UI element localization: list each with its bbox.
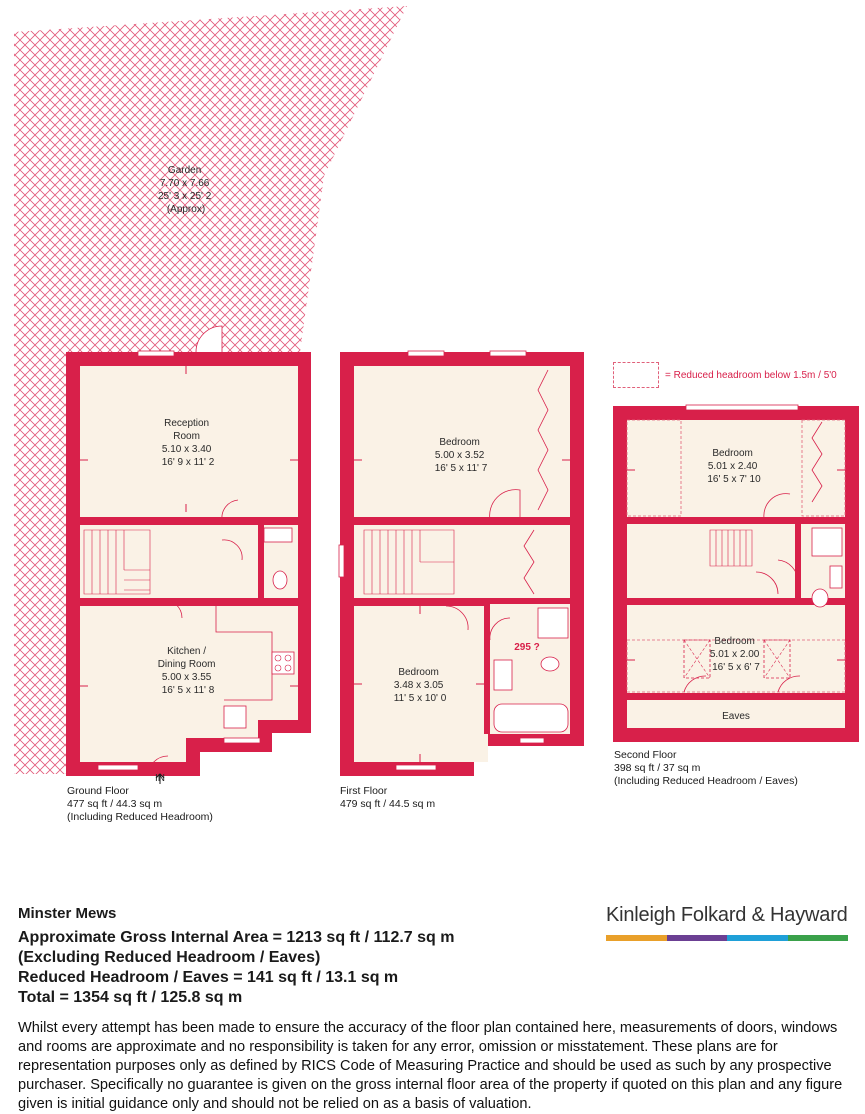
ground-wall-2 (80, 598, 298, 606)
marker-label: 295 ? (514, 642, 540, 653)
second-toilet-icon (812, 589, 828, 607)
kitchen-label: Kitchen / Dining Room 5.00 x 3.55 16' 5 x 11' 8 (157, 646, 216, 696)
second-wall-4 (795, 524, 801, 598)
first-window-4 (520, 738, 544, 743)
bath-icon (494, 704, 568, 732)
summary-line: Reduced Headroom / Eaves = 141 sq ft / 13.1 sq m (18, 969, 399, 986)
ground-floor-plan (66, 326, 311, 776)
second-shower-icon (812, 528, 842, 556)
garden-label: Garden 7.70 x 7.66 25' 3 x 25' 2 (Approx) (157, 165, 212, 215)
first-wall-3 (484, 598, 490, 734)
sink-icon (224, 706, 246, 728)
brand-color-bar (606, 935, 848, 941)
ground-wall-1 (80, 517, 298, 525)
first-wall-1 (354, 517, 570, 525)
first-wall-4 (490, 598, 570, 604)
second-floor-label: Second Floor 398 sq ft / 37 sq m (Including Reduced Headroom / Eaves) (614, 749, 798, 787)
reception-room-label: Reception Room 5.10 x 3.40 16' 9 x 11' 2 (161, 418, 215, 468)
wc-toilet-icon (273, 571, 287, 589)
brand-bar-segment (788, 935, 849, 941)
headroom-legend (613, 362, 837, 388)
hob-icon (272, 652, 294, 674)
toilet-icon (541, 657, 559, 671)
brand-bar-segment (727, 935, 788, 941)
ground-wall-3 (258, 525, 264, 598)
ground-window-1 (138, 351, 174, 356)
first-floor-label: First Floor 479 sq ft / 44.5 sq m (340, 785, 436, 810)
shower-icon (538, 608, 568, 638)
first-window-2 (490, 351, 526, 356)
second-bedroom-1-label: Bedroom 5.01 x 2.40 16' 5 x 7' 10 (707, 448, 761, 485)
summary-line: (Excluding Reduced Headroom / Eaves) (18, 949, 321, 966)
ground-floor-label: Ground Floor 477 sq ft / 44.3 sq m (Including Reduced Headroom) (67, 785, 213, 823)
wc-basin-icon (264, 528, 292, 542)
second-bedroom-2-label: Bedroom 5.01 x 2.00 16' 5 x 6' 7 (709, 636, 760, 673)
first-bedroom-2-label: Bedroom 3.48 x 3.05 11' 5 x 10' 0 (393, 667, 447, 704)
first-wall-2 (354, 598, 488, 606)
second-basin-icon (830, 566, 842, 588)
brand-bar-segment (667, 935, 728, 941)
summary-line: Approximate Gross Internal Area = 1213 sq ft / 112.7 sq m (18, 929, 455, 946)
first-window-1 (408, 351, 444, 356)
brand-logo (606, 904, 848, 941)
first-floor-plan (339, 351, 584, 776)
disclaimer-text: Whilst every attempt has been made to ensure the accuracy of the floor plan contained here, measurements of doors, windows and rooms are approximate and no responsibility is taken for any error, omission or misstatement. These plans are for representation purposes only as defined by RICS Code of Measuring Practice and should be used as such by any prospective purchaser. Specifically no guarantee is given on the gross internal floor area of the property if quoted on this plan and any figure given is initial guidance only and should not be relied on as a basis of valuation. (18, 1020, 843, 1112)
second-wall-3 (627, 693, 845, 700)
summary-line: Total = 1354 sq ft / 125.8 sq m (18, 989, 243, 1006)
entrance-label: IN (155, 773, 165, 784)
property-name: Minster Mews (18, 905, 117, 922)
first-window-3 (396, 765, 436, 770)
brand-name: Kinleigh Folkard & Hayward (606, 904, 848, 926)
first-floor-interior (354, 366, 570, 762)
eaves-label: Eaves (722, 711, 750, 722)
ground-window-2 (98, 765, 138, 770)
second-window-1 (686, 405, 798, 410)
ground-window-3 (224, 738, 260, 743)
brand-bar-segment (606, 935, 667, 941)
second-wall-1 (627, 517, 845, 524)
first-bedroom-main-label: Bedroom 5.00 x 3.52 16' 5 x 11' 7 (434, 437, 488, 474)
legend-swatch (613, 362, 659, 388)
first-window-5 (339, 545, 344, 577)
basin-icon (494, 660, 512, 690)
legend-text: = Reduced headroom below 1.5m / 5'0 (665, 369, 837, 381)
